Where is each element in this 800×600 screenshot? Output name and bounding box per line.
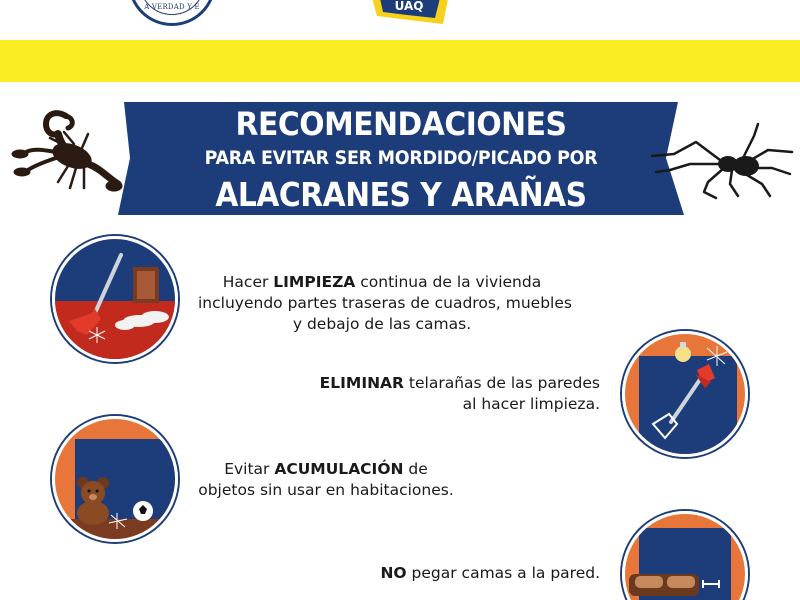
tip-cleaning	[198, 272, 572, 335]
bed-icon	[625, 514, 745, 600]
tip-cleaning-line-3: y debajo de las camas.	[292, 315, 472, 333]
banner-title-line-3: ALACRANES Y ARAÑAS	[215, 175, 587, 214]
tip-bed-keyword: NO	[380, 564, 407, 582]
banner-title-line-1: RECOMENDACIONES	[235, 105, 567, 143]
seal-text: A VERDAD Y E	[144, 3, 200, 11]
tip-cleaning-post: continua de la vivienda	[355, 273, 542, 291]
tip-clutter-line-1	[198, 459, 454, 480]
university-seal-logo	[128, 0, 216, 26]
banner-title-line-2: PARA EVITAR SER MORDIDO/PICADO POR	[204, 147, 598, 169]
broom-icon	[55, 239, 175, 359]
clutter-illustration	[52, 416, 178, 542]
tip-clutter-line-2: objetos sin usar en habitaciones.	[198, 481, 454, 499]
bed-wall-illustration	[622, 511, 748, 600]
yellow-header-band	[0, 40, 800, 82]
tip-bed-line-1	[320, 563, 600, 584]
tip-cobwebs	[318, 373, 600, 415]
tip-clutter	[198, 459, 454, 501]
tip-bed	[320, 563, 600, 584]
title-banner	[118, 102, 684, 215]
spider-icon	[646, 120, 796, 200]
duster-icon	[625, 334, 745, 454]
tip-bed-post: pegar camas a la pared.	[406, 564, 600, 582]
cleaning-illustration	[52, 236, 178, 362]
tip-cleaning-keyword: LIMPIEZA	[273, 273, 356, 291]
tip-cobwebs-post: telarañas de las paredes	[403, 374, 600, 392]
tip-cobwebs-line-2: al hacer limpieza.	[462, 395, 600, 413]
uaq-logo-text: UAQ	[394, 0, 424, 13]
teddy-bear-icon	[55, 419, 175, 539]
tip-cleaning-pre: Hacer	[222, 273, 274, 291]
tip-clutter-keyword: ACUMULACIÓN	[274, 460, 404, 478]
tip-cleaning-line-2: incluyendo partes traseras de cuadros, muebles	[198, 294, 572, 312]
tip-cleaning-line-1	[198, 272, 566, 293]
scorpion-icon	[8, 108, 124, 196]
tip-clutter-post: de	[403, 460, 428, 478]
tip-cobwebs-line-1	[318, 373, 600, 394]
tip-cobwebs-keyword: ELIMINAR	[319, 374, 404, 392]
cobweb-removal-illustration	[622, 331, 748, 457]
tip-clutter-pre: Evitar	[224, 460, 275, 478]
